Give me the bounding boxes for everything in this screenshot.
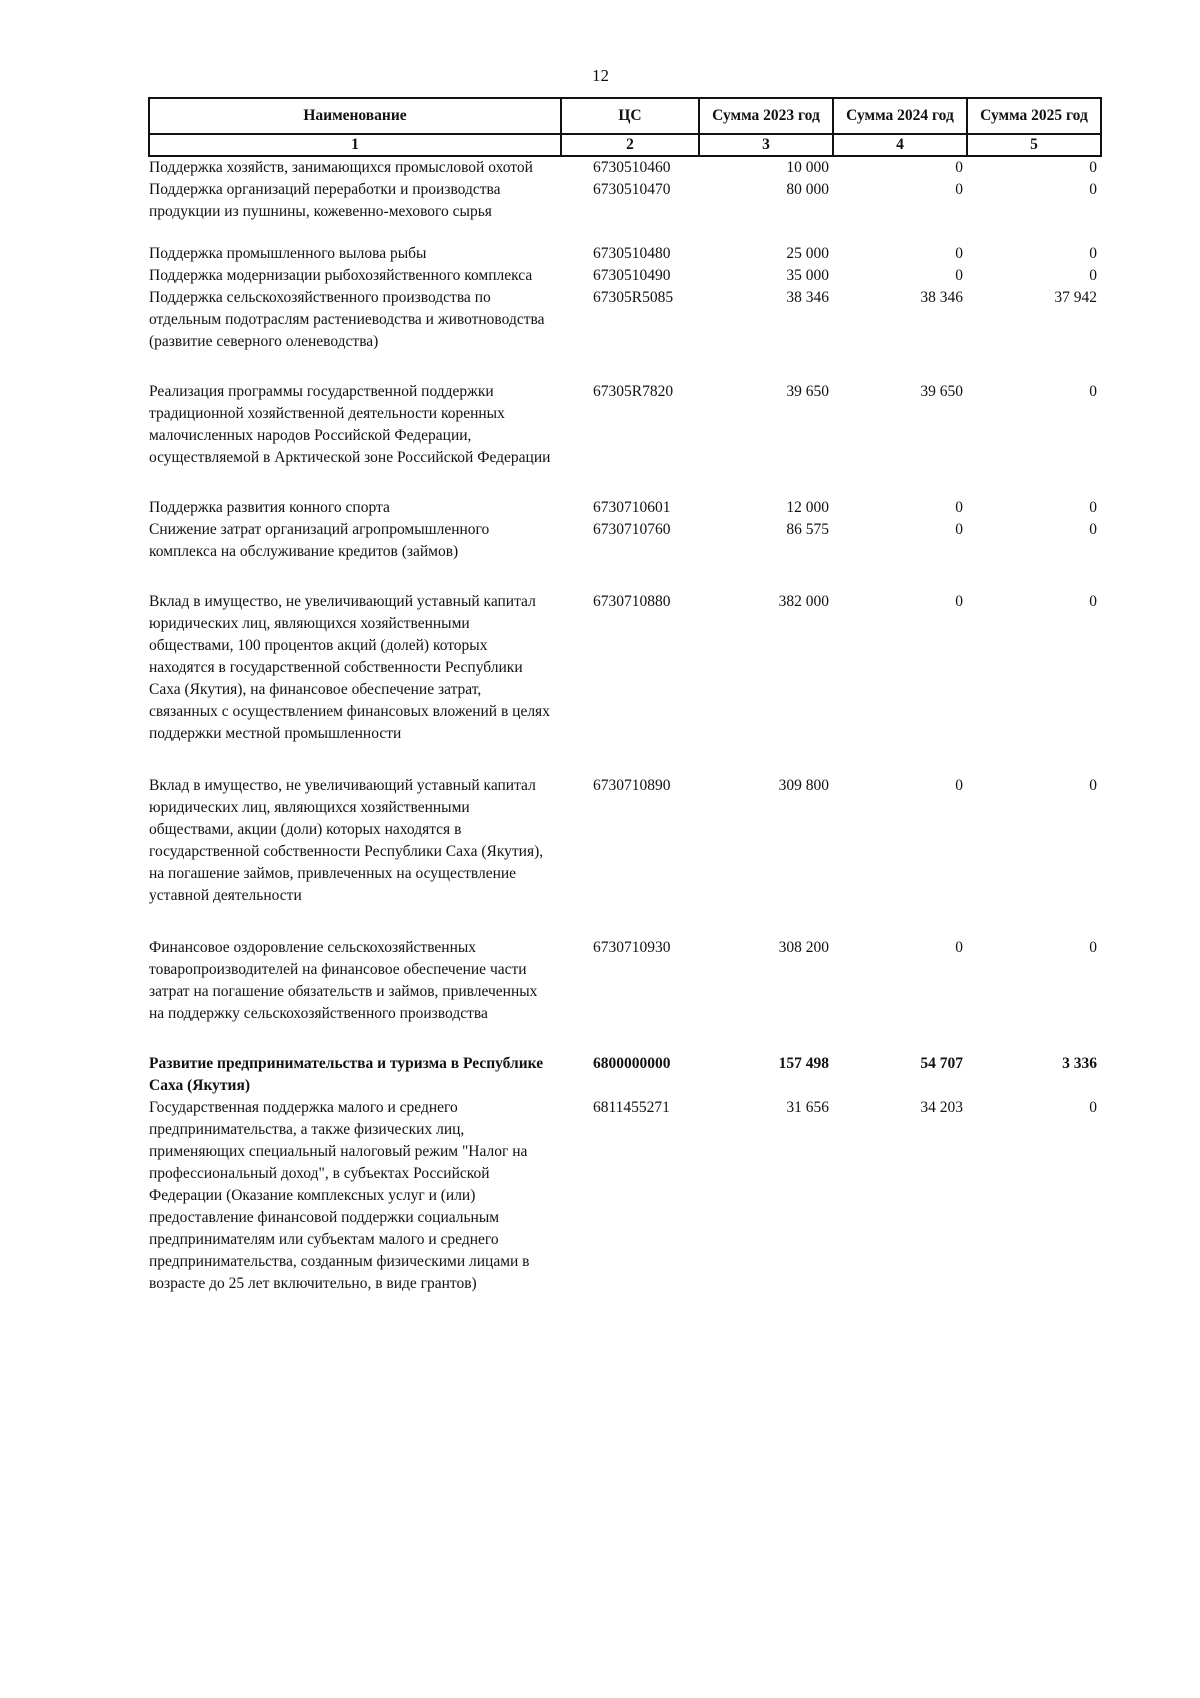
row-sum-2025: 0 [1089,521,1097,538]
row-name: Развитие предпринимательства и туризма в Республике Саха (Якутия) [149,1055,544,1094]
row-sum-2024: 54 707 [920,1055,963,1072]
row-sum-2024: 0 [955,181,963,198]
table-row [149,381,1101,497]
row-sum-2024: 0 [955,593,963,610]
row-cs-code: 6730510490 [593,267,671,284]
table-row [149,265,1101,287]
row-sum-2023: 25 000 [786,245,829,262]
table-header [149,98,1101,156]
header-cs: ЦС [561,98,699,134]
row-name: Поддержка развития конного спорта [149,499,390,516]
row-sum-2025: 0 [1089,593,1097,610]
header-row [149,98,1101,134]
column-number: 2 [561,134,699,156]
row-sum-2025: 0 [1089,383,1097,400]
table-row [149,243,1101,265]
row-sum-2023: 31 656 [786,1099,829,1116]
row-sum-2025: 3 336 [1062,1055,1097,1072]
row-cs-code: 6730710760 [593,521,671,538]
row-sum-2023: 10 000 [786,159,829,176]
header-sum-2024: Сумма 2024 год [833,98,967,134]
row-sum-2023: 308 200 [778,939,829,956]
column-number: 4 [833,134,967,156]
table-row [149,497,1101,519]
row-cs-code: 6730710890 [593,777,671,794]
row-sum-2024: 0 [955,521,963,538]
budget-table [148,97,1102,1295]
row-name: Вклад в имущество, не увеличивающий уставный капитал юридических лиц, являющихся хозяйственными обществами, акции (доли) которых находятся в государственной собственности Республики Саха (Якутия), на погашение займов, привлеченных на осуществление уставной деятельности [149,777,544,904]
row-name: Вклад в имущество, не увеличивающий уставный капитал юридических лиц, являющихся хозяйственными обществами, 100 процентов акций (долей) которых находятся в государственной собственности Республики Саха (Якутия), на финансовое обеспечение затрат, связанных с осуществлением финансовых вложений в целях поддержки местной промышленности [149,593,550,742]
column-number: 1 [149,134,561,156]
header-name: Наименование [149,98,561,134]
row-sum-2023: 382 000 [778,593,829,610]
header-sum-2023: Сумма 2023 год [699,98,833,134]
row-sum-2024: 34 203 [920,1099,963,1116]
row-name: Государственная поддержка малого и среднего предпринимательства, а также физических лиц, применяющих специальный налоговый режим "Налог на профессиональный доход", в субъектах Российской Федерации (Оказание комплексных услуг и (или) предоставление финансовой поддержки социальным предпринимателям или субъектам малого и среднего предпринимательства, созданным физическими лицами в возрасте до 25 лет включительно, в виде грантов) [149,1099,530,1292]
row-sum-2023: 157 498 [778,1055,829,1072]
row-cs-code: 6730710601 [593,499,671,516]
header-sum-2025: Сумма 2025 год [967,98,1101,134]
row-cs-code: 67305R7820 [593,383,674,400]
row-sum-2025: 0 [1089,499,1097,516]
row-sum-2025: 0 [1089,159,1097,176]
row-sum-2024: 0 [955,245,963,262]
table-row [149,156,1101,179]
row-sum-2024: 0 [955,267,963,284]
row-name: Поддержка хозяйств, занимающихся промысловой охотой [149,159,533,176]
table-body [149,156,1101,1295]
row-sum-2023: 39 650 [786,383,829,400]
row-cs-code: 6730510480 [593,245,671,262]
row-cs-code: 6800000000 [593,1055,671,1072]
table-row [149,287,1101,381]
row-cs-code: 6730510470 [593,181,671,198]
row-sum-2024: 0 [955,499,963,516]
row-sum-2025: 0 [1089,245,1097,262]
row-name: Поддержка сельскохозяйственного производства по отдельным подотраслям растениеводства и животноводства (развитие северного оленеводства) [149,289,545,350]
table-row [149,775,1101,937]
row-sum-2025: 0 [1089,1099,1097,1116]
row-sum-2025: 0 [1089,181,1097,198]
row-sum-2024: 39 650 [920,383,963,400]
table-row [149,1053,1101,1097]
row-sum-2024: 0 [955,777,963,794]
column-number: 3 [699,134,833,156]
table-row [149,179,1101,243]
row-sum-2023: 12 000 [786,499,829,516]
row-sum-2025: 37 942 [1054,289,1097,306]
table-row [149,937,1101,1053]
row-name: Реализация программы государственной поддержки традиционной хозяйственной деятельности коренных малочисленных народов Российской Федерации, осуществляемой в Арктической зоне Российской Федерации [149,383,551,466]
column-number-row [149,134,1101,156]
row-sum-2023: 80 000 [786,181,829,198]
table-row [149,1097,1101,1295]
row-cs-code: 67305R5085 [593,289,674,306]
row-cs-code: 6730710930 [593,939,671,956]
row-sum-2025: 0 [1089,777,1097,794]
row-cs-code: 6730510460 [593,159,671,176]
row-sum-2023: 309 800 [778,777,829,794]
row-sum-2023: 86 575 [786,521,829,538]
row-sum-2025: 0 [1089,939,1097,956]
row-sum-2024: 0 [955,159,963,176]
row-sum-2025: 0 [1089,267,1097,284]
row-cs-code: 6811455271 [593,1099,670,1116]
row-sum-2023: 38 346 [786,289,829,306]
row-sum-2024: 38 346 [920,289,963,306]
page-number: 12 [592,66,609,85]
row-name: Поддержка промышленного вылова рыбы [149,245,427,262]
row-sum-2024: 0 [955,939,963,956]
row-name: Финансовое оздоровление сельскохозяйственных товаропроизводителей на финансовое обеспечение части затрат на погашение обязательств и займов, привлеченных на поддержку сельскохозяйственного производства [149,939,538,1022]
column-number: 5 [967,134,1101,156]
row-name: Поддержка модернизации рыбохозяйственного комплекса [149,267,533,284]
table-row [149,591,1101,775]
row-name: Снижение затрат организаций агропромышленного комплекса на обслуживание кредитов (займов) [149,521,490,560]
row-name: Поддержка организаций переработки и производства продукции из пушнины, кожевенно-мехового сырья [149,181,501,220]
row-sum-2023: 35 000 [786,267,829,284]
table-row [149,519,1101,591]
row-cs-code: 6730710880 [593,593,671,610]
